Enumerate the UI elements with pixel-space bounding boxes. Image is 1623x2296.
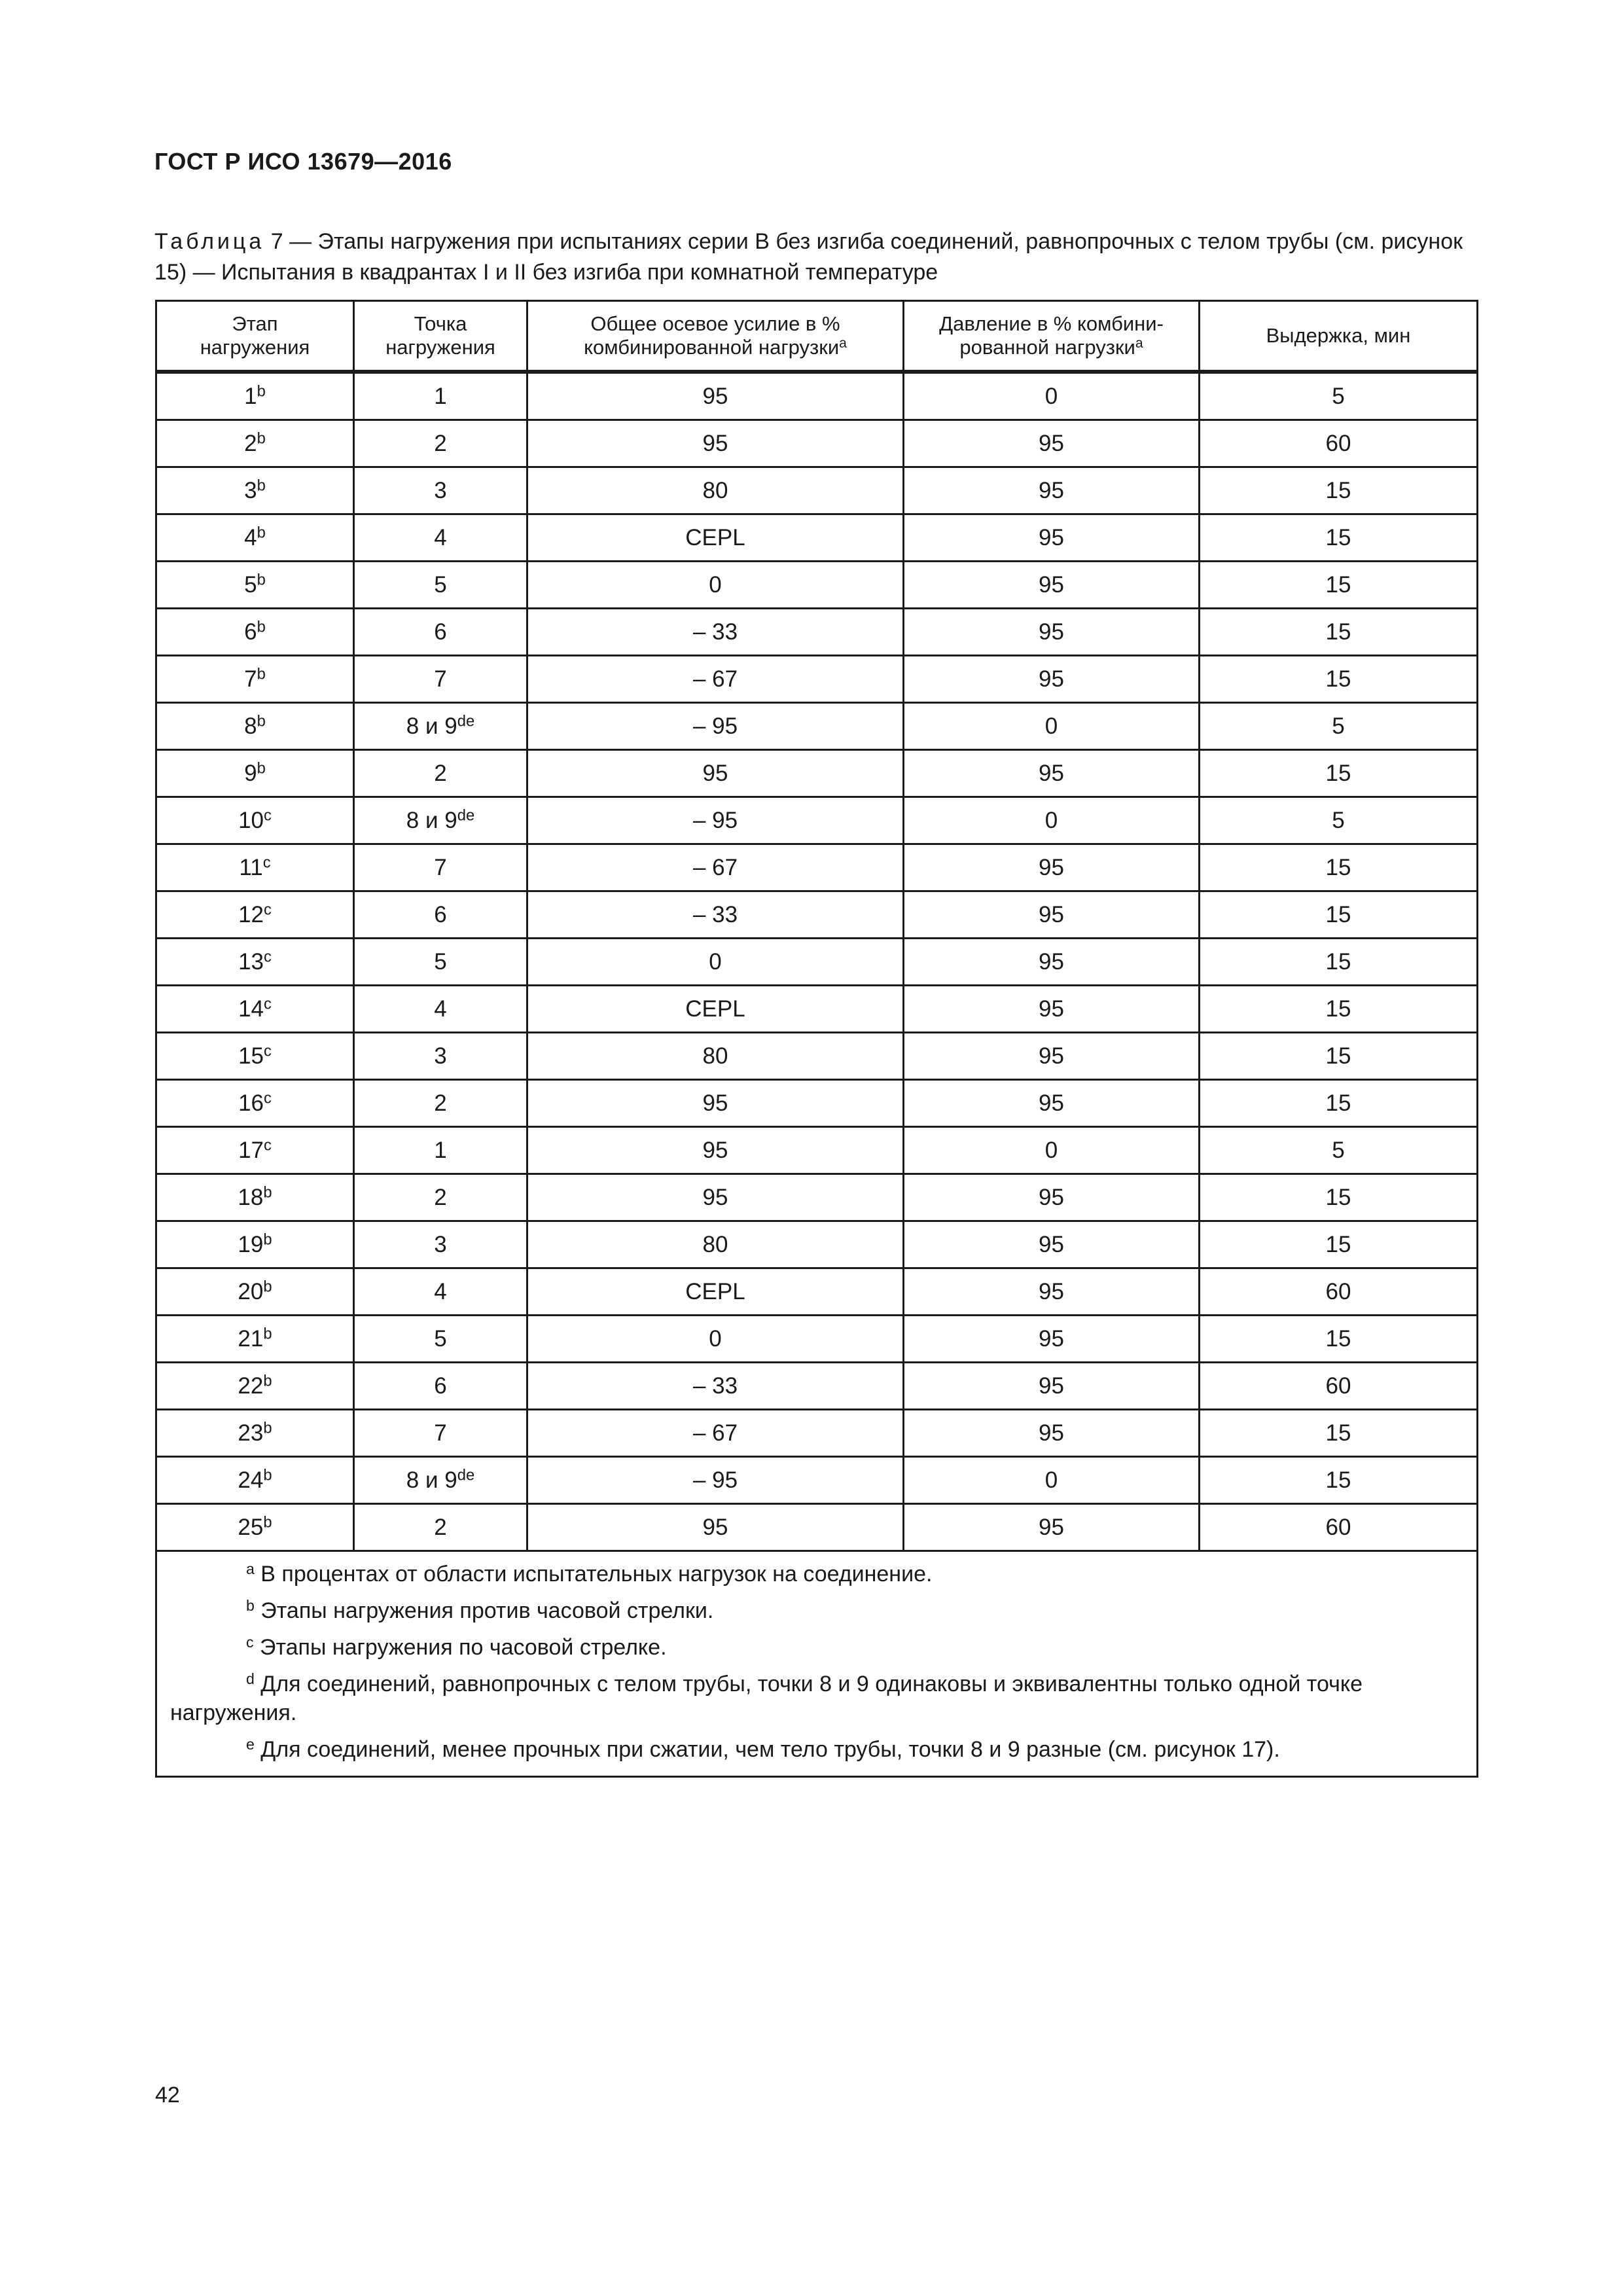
table-row	[156, 1268, 1478, 1316]
point-value: 5	[434, 571, 447, 598]
cell-stage	[156, 1033, 354, 1080]
cell-hold-time: 15	[1200, 750, 1478, 797]
header-force-footnote-marker: a	[839, 335, 847, 351]
table-row	[156, 986, 1478, 1033]
table-row	[156, 750, 1478, 797]
caption-text: 7 — Этапы нагружения при испытаниях серии В без изгиба соединений, равнопрочных с телом трубы (см. рисунок 15) — Испытания в квадрантах I и II без изгиба при комнатной температуре	[154, 229, 1463, 285]
point-value: 4	[434, 1278, 447, 1304]
cell-stage	[156, 656, 354, 703]
cell-stage	[156, 1268, 354, 1316]
cell-point	[354, 750, 527, 797]
cell-stage	[156, 1316, 354, 1363]
cell-stage	[156, 1457, 354, 1504]
stage-number: 18	[238, 1184, 264, 1210]
stage-footnote-marker: b	[257, 618, 266, 636]
cell-hold-time: 15	[1200, 1410, 1478, 1457]
header-point-line1: Точка	[414, 312, 467, 335]
cell-pressure: 95	[904, 420, 1200, 467]
point-value: 2	[434, 430, 447, 456]
cell-hold-time: 15	[1200, 1080, 1478, 1127]
header-pressure	[904, 301, 1200, 372]
note-text: Для соединений, равнопрочных с телом трубы, точки 8 и 9 одинаковы и эквивалентны только одной точке нагружения.	[170, 1672, 1363, 1725]
stage-number: 8	[244, 713, 257, 739]
stage-number: 2	[244, 430, 257, 456]
header-force-line2: комбинированной нагрузки	[584, 336, 840, 359]
cell-stage	[156, 1174, 354, 1221]
cell-stage	[156, 1363, 354, 1410]
cell-hold-time: 15	[1200, 844, 1478, 891]
cell-stage	[156, 797, 354, 844]
table-caption	[154, 226, 1476, 288]
cell-point	[354, 797, 527, 844]
cell-point	[354, 1410, 527, 1457]
stage-footnote-marker: b	[257, 476, 266, 495]
cell-stage	[156, 844, 354, 891]
cell-hold-time: 60	[1200, 420, 1478, 467]
cell-axial-force: 80	[527, 1221, 904, 1268]
note-marker: c	[246, 1633, 254, 1651]
cell-pressure: 95	[904, 939, 1200, 986]
cell-pressure: 95	[904, 514, 1200, 562]
point-value: 7	[434, 1420, 447, 1446]
cell-axial-force: – 33	[527, 609, 904, 656]
cell-point	[354, 1363, 527, 1410]
point-value: 1	[434, 1137, 447, 1163]
cell-stage	[156, 703, 354, 750]
table-row	[156, 1174, 1478, 1221]
cell-hold-time: 15	[1200, 562, 1478, 609]
note-text: В процентах от области испытательных нагрузок на соединение.	[254, 1562, 933, 1587]
table-row	[156, 1033, 1478, 1080]
header-pressure-footnote-marker: a	[1135, 335, 1143, 351]
stage-number: 11	[239, 854, 263, 880]
point-value: 8 и 9	[406, 1467, 457, 1493]
cell-hold-time: 15	[1200, 1316, 1478, 1363]
cell-point	[354, 656, 527, 703]
table-row	[156, 1457, 1478, 1504]
cell-stage	[156, 609, 354, 656]
table-row	[156, 844, 1478, 891]
cell-point	[354, 703, 527, 750]
point-value: 6	[434, 901, 447, 927]
cell-point	[354, 609, 527, 656]
cell-hold-time: 15	[1200, 1221, 1478, 1268]
point-value: 7	[434, 854, 447, 880]
cell-stage	[156, 372, 354, 420]
note-text: Этапы нагружения по часовой стрелке.	[253, 1635, 667, 1660]
cell-point	[354, 939, 527, 986]
stage-footnote-marker: b	[257, 759, 266, 778]
cell-pressure: 95	[904, 1080, 1200, 1127]
cell-axial-force: 0	[527, 1316, 904, 1363]
stage-footnote-marker: c	[264, 1136, 272, 1155]
cell-axial-force: – 67	[527, 1410, 904, 1457]
point-value: 5	[434, 1325, 447, 1352]
cell-pressure: 95	[904, 1174, 1200, 1221]
stage-number: 14	[238, 996, 264, 1022]
stage-footnote-marker: b	[257, 712, 266, 730]
cell-stage	[156, 1127, 354, 1174]
table-row	[156, 1127, 1478, 1174]
cell-point	[354, 1127, 527, 1174]
cell-hold-time: 5	[1200, 1127, 1478, 1174]
header-point-line2: нагружения	[385, 336, 495, 359]
cell-stage	[156, 750, 354, 797]
cell-stage	[156, 562, 354, 609]
cell-hold-time: 15	[1200, 891, 1478, 939]
stage-number: 21	[238, 1325, 264, 1352]
header-hold-time	[1200, 301, 1478, 372]
cell-axial-force: 95	[527, 372, 904, 420]
cell-axial-force: CEPL	[527, 514, 904, 562]
cell-point	[354, 514, 527, 562]
cell-pressure: 95	[904, 1268, 1200, 1316]
cell-stage	[156, 986, 354, 1033]
cell-point	[354, 467, 527, 514]
table-row	[156, 1316, 1478, 1363]
cell-point	[354, 844, 527, 891]
cell-axial-force: – 95	[527, 797, 904, 844]
cell-axial-force: – 33	[527, 1363, 904, 1410]
point-value: 3	[434, 477, 447, 503]
header-force-line1: Общее осевое усилие в %	[590, 312, 840, 335]
cell-hold-time: 60	[1200, 1363, 1478, 1410]
table-note	[170, 1560, 1463, 1588]
stage-number: 10	[238, 807, 264, 833]
stage-footnote-marker: c	[264, 995, 272, 1013]
stage-number: 24	[238, 1467, 264, 1493]
stage-footnote-marker: b	[263, 1183, 272, 1202]
table-row	[156, 939, 1478, 986]
stage-footnote-marker: b	[257, 382, 266, 401]
stage-footnote-marker: b	[263, 1230, 272, 1249]
stage-number: 15	[238, 1043, 264, 1069]
table-row	[156, 562, 1478, 609]
point-value: 8 и 9	[406, 807, 457, 833]
cell-hold-time: 15	[1200, 656, 1478, 703]
cell-pressure: 95	[904, 750, 1200, 797]
cell-hold-time: 15	[1200, 1033, 1478, 1080]
stage-number: 7	[244, 666, 257, 692]
header-hold-label: Выдержка, мин	[1266, 324, 1411, 347]
cell-axial-force: – 33	[527, 891, 904, 939]
cell-point	[354, 420, 527, 467]
cell-axial-force: 0	[527, 939, 904, 986]
table-note	[170, 1735, 1463, 1764]
stage-footnote-marker: c	[264, 948, 272, 966]
stage-footnote-marker: c	[264, 806, 272, 825]
point-footnote-marker: de	[457, 806, 475, 825]
cell-axial-force: – 67	[527, 844, 904, 891]
point-value: 6	[434, 619, 447, 645]
stage-footnote-marker: b	[263, 1372, 272, 1390]
point-footnote-marker: de	[457, 1466, 475, 1484]
cell-hold-time: 15	[1200, 1457, 1478, 1504]
table-row	[156, 1221, 1478, 1268]
stage-footnote-marker: c	[262, 853, 271, 872]
header-stage-line1: Этап	[232, 312, 278, 335]
cell-hold-time: 15	[1200, 986, 1478, 1033]
cell-axial-force: 0	[527, 562, 904, 609]
stage-number: 1	[244, 383, 257, 409]
table-header-row	[156, 301, 1478, 372]
stage-number: 20	[238, 1278, 264, 1304]
cell-stage	[156, 514, 354, 562]
cell-axial-force: 95	[527, 1174, 904, 1221]
table-row	[156, 1410, 1478, 1457]
table-note	[170, 1670, 1463, 1727]
cell-hold-time: 5	[1200, 703, 1478, 750]
header-pressure-line2: рованной нагрузки	[959, 336, 1135, 359]
cell-point	[354, 1174, 527, 1221]
point-value: 2	[434, 1514, 447, 1540]
cell-pressure: 0	[904, 703, 1200, 750]
cell-hold-time: 5	[1200, 372, 1478, 420]
table-row	[156, 891, 1478, 939]
cell-pressure: 95	[904, 656, 1200, 703]
cell-axial-force: CEPL	[527, 986, 904, 1033]
cell-point	[354, 986, 527, 1033]
stage-footnote-marker: b	[263, 1325, 272, 1343]
cell-stage	[156, 939, 354, 986]
note-marker: d	[246, 1670, 255, 1687]
point-value: 3	[434, 1043, 447, 1069]
cell-stage	[156, 1504, 354, 1551]
cell-axial-force: 95	[527, 1080, 904, 1127]
cell-pressure: 95	[904, 562, 1200, 609]
stage-number: 9	[244, 760, 257, 786]
stage-number: 6	[244, 619, 257, 645]
point-value: 8 и 9	[406, 713, 457, 739]
table-row	[156, 703, 1478, 750]
cell-axial-force: – 95	[527, 1457, 904, 1504]
stage-number: 17	[238, 1137, 264, 1163]
stage-number: 4	[244, 524, 257, 550]
stage-number: 12	[238, 901, 264, 927]
cell-pressure: 0	[904, 1457, 1200, 1504]
table-row	[156, 467, 1478, 514]
stage-number: 13	[238, 948, 264, 975]
note-text: Этапы нагружения против часовой стрелки.	[254, 1598, 714, 1623]
cell-pressure: 95	[904, 891, 1200, 939]
cell-hold-time: 15	[1200, 1174, 1478, 1221]
table-row	[156, 656, 1478, 703]
cell-axial-force: 95	[527, 1504, 904, 1551]
cell-pressure: 0	[904, 372, 1200, 420]
stage-footnote-marker: b	[257, 524, 266, 542]
loading-stages-table	[155, 300, 1478, 1778]
stage-footnote-marker: b	[257, 665, 266, 683]
cell-axial-force: 80	[527, 467, 904, 514]
cell-pressure: 95	[904, 1504, 1200, 1551]
stage-number: 5	[244, 571, 257, 598]
cell-hold-time: 15	[1200, 939, 1478, 986]
cell-axial-force: 95	[527, 420, 904, 467]
cell-point	[354, 1080, 527, 1127]
point-value: 5	[434, 948, 447, 975]
stage-footnote-marker: c	[264, 1042, 272, 1060]
stage-number: 3	[244, 477, 257, 503]
stage-footnote-marker: b	[263, 1513, 272, 1532]
stage-number: 25	[238, 1514, 264, 1540]
point-value: 2	[434, 760, 447, 786]
page-number: 42	[155, 2083, 180, 2108]
cell-point	[354, 1221, 527, 1268]
point-value: 4	[434, 996, 447, 1022]
cell-point	[354, 1504, 527, 1551]
point-value: 3	[434, 1231, 447, 1257]
cell-pressure: 95	[904, 1410, 1200, 1457]
cell-pressure: 95	[904, 1033, 1200, 1080]
cell-pressure: 95	[904, 1363, 1200, 1410]
notes-row	[156, 1551, 1478, 1777]
point-value: 4	[434, 524, 447, 550]
table-row	[156, 514, 1478, 562]
cell-stage	[156, 891, 354, 939]
stage-footnote-marker: c	[264, 901, 272, 919]
point-value: 2	[434, 1184, 447, 1210]
note-marker: e	[246, 1735, 255, 1753]
stage-footnote-marker: b	[257, 571, 266, 589]
stage-footnote-marker: b	[263, 1278, 272, 1296]
point-value: 6	[434, 1372, 447, 1399]
cell-stage	[156, 467, 354, 514]
header-stage	[156, 301, 354, 372]
cell-point	[354, 1316, 527, 1363]
cell-axial-force: 95	[527, 750, 904, 797]
cell-pressure: 95	[904, 467, 1200, 514]
note-text: Для соединений, менее прочных при сжатии, чем тело трубы, точки 8 и 9 разные (см. рисунок 17).	[254, 1737, 1280, 1762]
point-value: 1	[434, 383, 447, 409]
table-row	[156, 609, 1478, 656]
cell-point	[354, 372, 527, 420]
cell-pressure: 0	[904, 797, 1200, 844]
cell-pressure: 95	[904, 1316, 1200, 1363]
stage-number: 23	[238, 1420, 264, 1446]
cell-stage	[156, 1080, 354, 1127]
cell-pressure: 0	[904, 1127, 1200, 1174]
cell-hold-time: 60	[1200, 1504, 1478, 1551]
cell-hold-time: 15	[1200, 609, 1478, 656]
cell-point	[354, 1033, 527, 1080]
cell-point	[354, 891, 527, 939]
header-stage-line2: нагружения	[200, 336, 310, 359]
point-footnote-marker: de	[457, 712, 475, 730]
note-marker: a	[246, 1560, 255, 1577]
table-note	[170, 1633, 1463, 1662]
stage-number: 16	[238, 1090, 264, 1116]
header-point	[354, 301, 527, 372]
caption-label: Таблица	[154, 229, 265, 254]
stage-footnote-marker: b	[263, 1419, 272, 1437]
cell-hold-time: 15	[1200, 514, 1478, 562]
stage-footnote-marker: c	[264, 1089, 272, 1107]
stage-footnote-marker: b	[263, 1466, 272, 1484]
cell-hold-time: 15	[1200, 467, 1478, 514]
table-row	[156, 797, 1478, 844]
table-row	[156, 372, 1478, 420]
cell-pressure: 95	[904, 986, 1200, 1033]
cell-axial-force: – 67	[527, 656, 904, 703]
stage-number: 19	[238, 1231, 264, 1257]
header-axial-force	[527, 301, 904, 372]
table-body	[156, 372, 1478, 1551]
point-value: 7	[434, 666, 447, 692]
table-row	[156, 1504, 1478, 1551]
table-note	[170, 1596, 1463, 1625]
document-title: ГОСТ Р ИСО 13679—2016	[154, 148, 452, 175]
cell-pressure: 95	[904, 844, 1200, 891]
cell-axial-force: 95	[527, 1127, 904, 1174]
cell-axial-force: CEPL	[527, 1268, 904, 1316]
cell-point	[354, 1268, 527, 1316]
table-row	[156, 1080, 1478, 1127]
point-value: 2	[434, 1090, 447, 1116]
note-marker: b	[246, 1596, 255, 1614]
cell-hold-time: 5	[1200, 797, 1478, 844]
table-notes	[156, 1551, 1478, 1777]
cell-axial-force: 80	[527, 1033, 904, 1080]
cell-hold-time: 60	[1200, 1268, 1478, 1316]
header-pressure-line1: Давление в % комбини-	[939, 312, 1164, 335]
table-row	[156, 420, 1478, 467]
cell-pressure: 95	[904, 609, 1200, 656]
stage-footnote-marker: b	[257, 429, 266, 448]
cell-stage	[156, 1410, 354, 1457]
table-row	[156, 1363, 1478, 1410]
cell-point	[354, 562, 527, 609]
stage-number: 22	[238, 1372, 264, 1399]
cell-point	[354, 1457, 527, 1504]
cell-pressure: 95	[904, 1221, 1200, 1268]
cell-stage	[156, 1221, 354, 1268]
cell-stage	[156, 420, 354, 467]
cell-axial-force: – 95	[527, 703, 904, 750]
